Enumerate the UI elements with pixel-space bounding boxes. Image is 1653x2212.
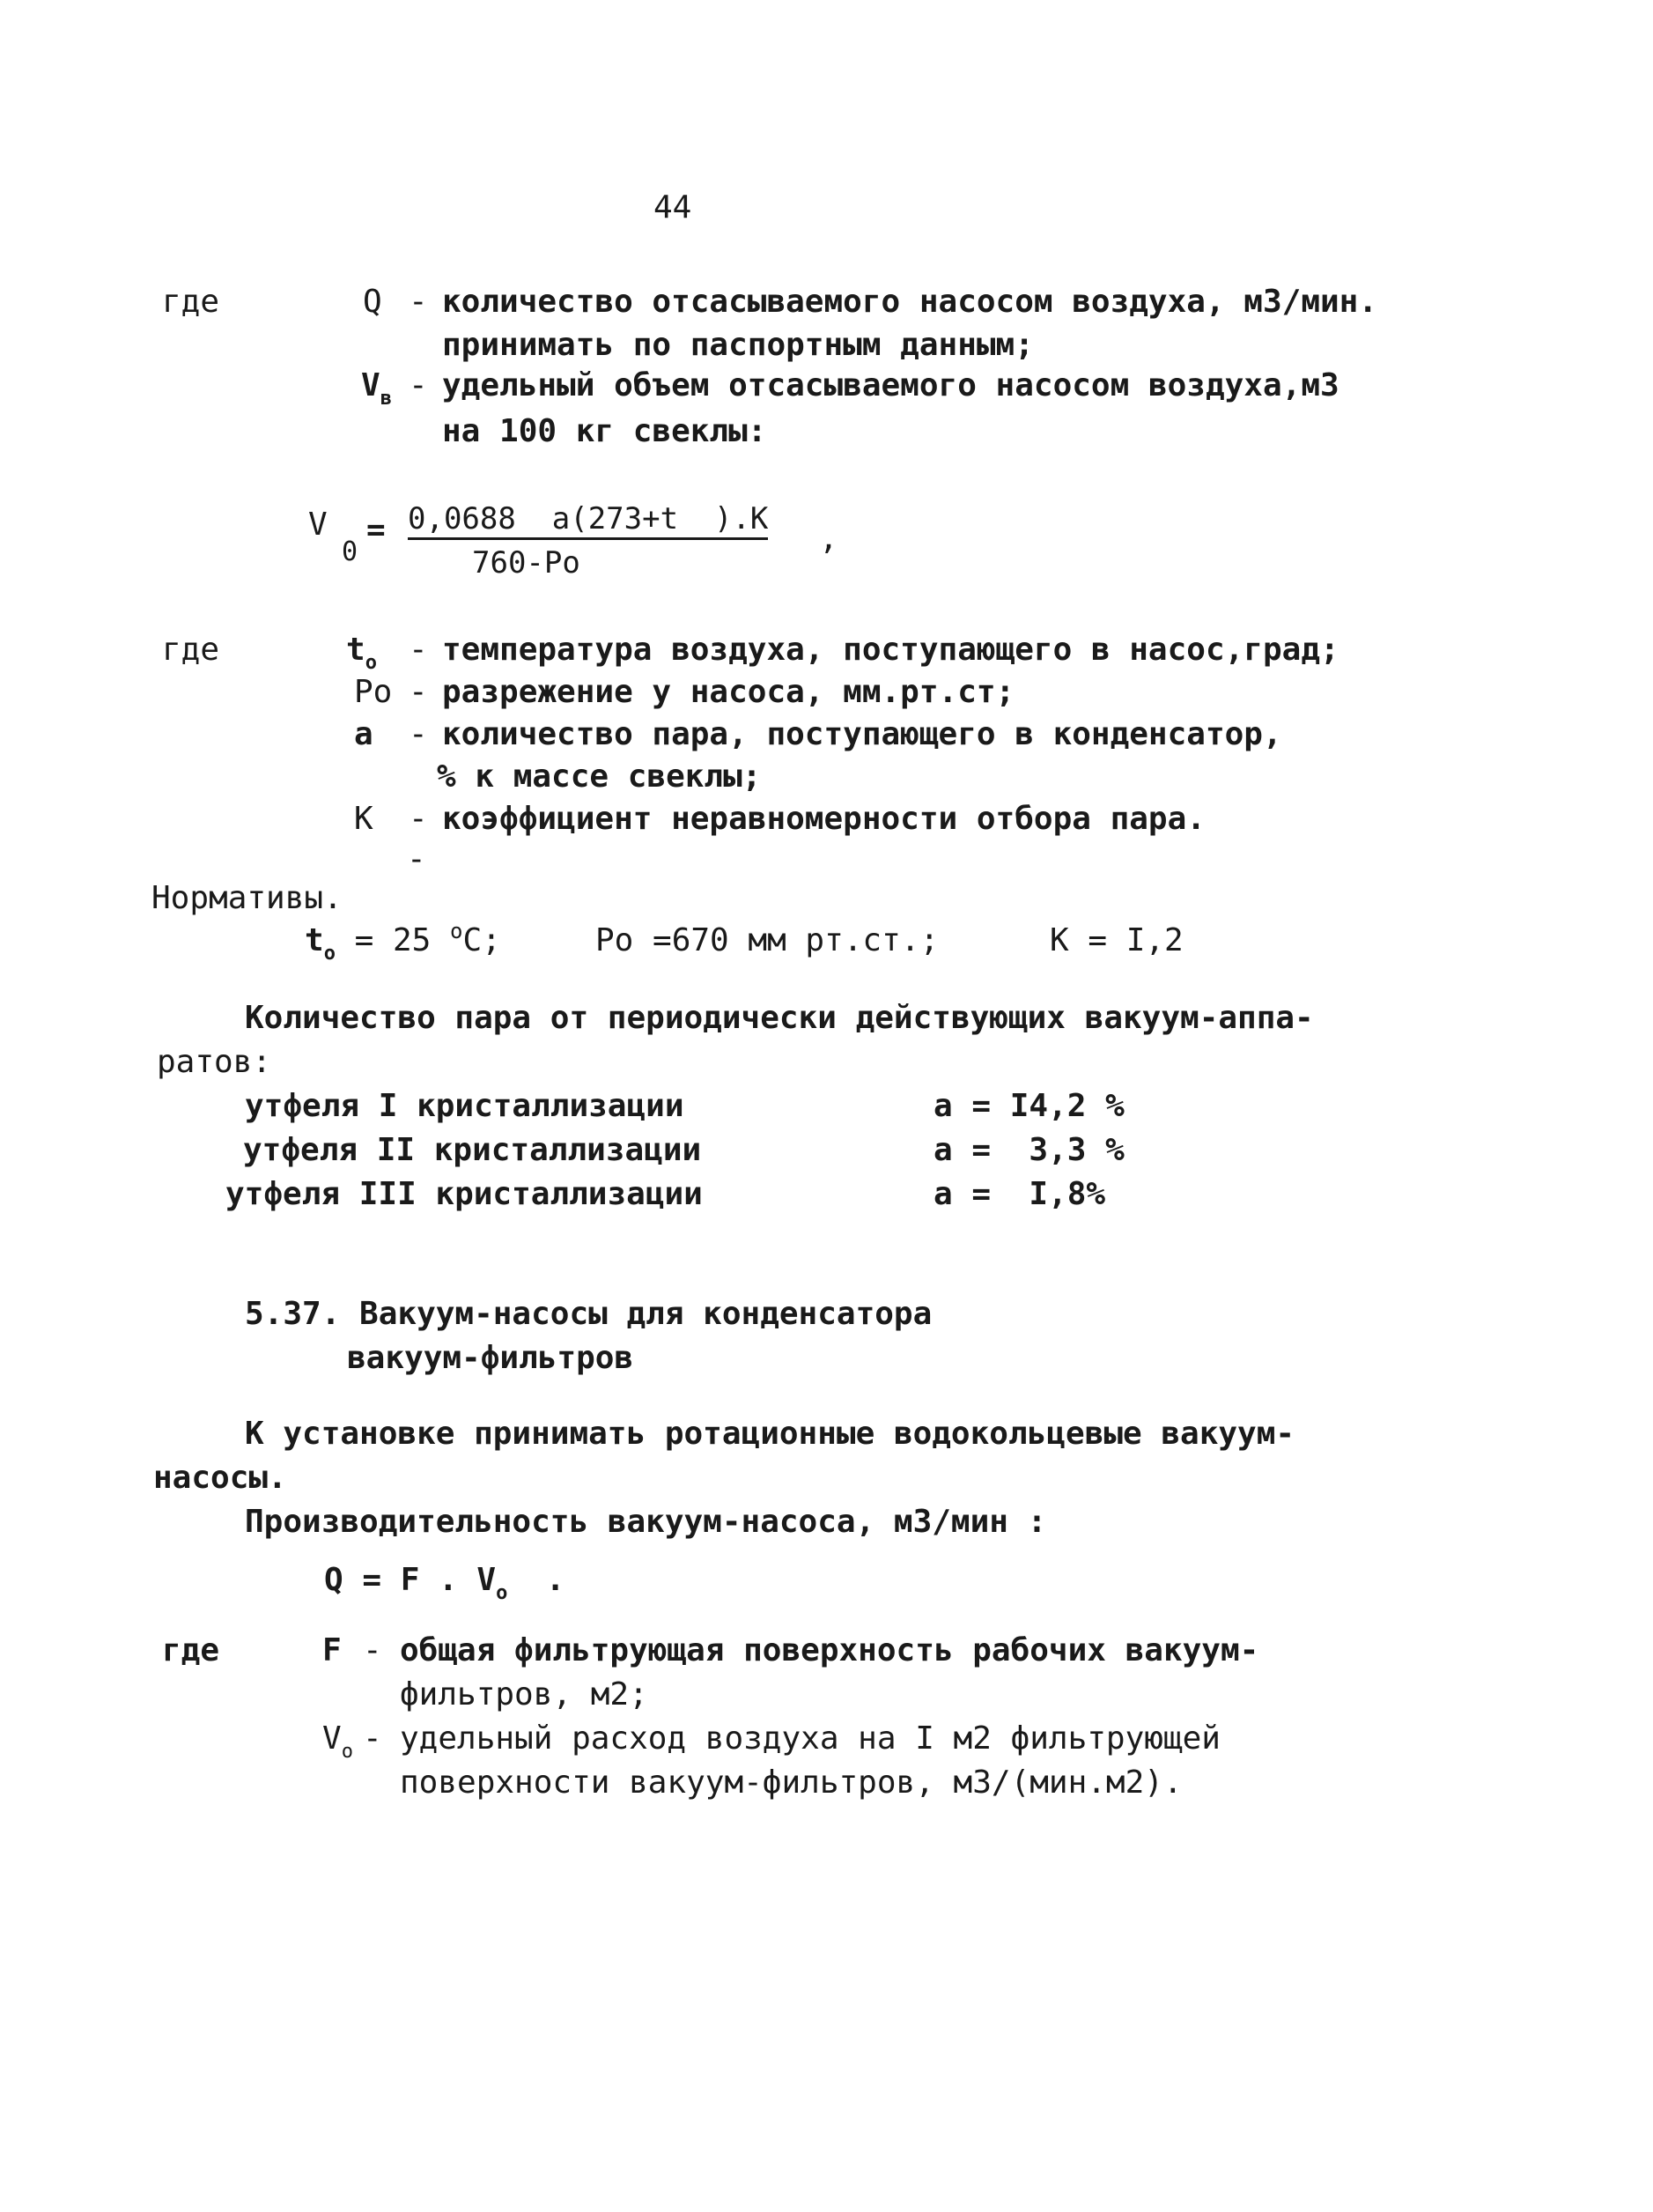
formula-lhs-subscript: 0	[342, 536, 358, 567]
steam-row-value: a = I4,2 %	[934, 1088, 1125, 1124]
where-label: где	[162, 284, 220, 320]
symbol-k: K	[354, 801, 373, 837]
norm-t0: $t_o = 25$ $^o$C;	[305, 919, 501, 965]
definition-line: общая фильтрующая поверхность рабочих вакуум-	[400, 1632, 1259, 1668]
formula-lhs: V	[308, 507, 328, 543]
steam-row-value: a = I,8%	[934, 1176, 1106, 1212]
symbol-vb: $V_в$	[361, 367, 392, 410]
formula-q: Q = F . $V_o$ .	[324, 1562, 565, 1604]
symbol-t0: $t_o$	[346, 632, 377, 674]
definition-line: температура воздуха, поступающего в насос,град;	[442, 632, 1339, 668]
definition-line: принимать по паспортным данным;	[442, 327, 1034, 363]
stray-dash: -	[407, 841, 426, 877]
dash: -	[409, 367, 428, 403]
dash: -	[409, 716, 428, 752]
page-number: 44	[653, 189, 692, 226]
definition-line: количество пара, поступающего в конденсатор,	[442, 716, 1282, 752]
norm-po: Po =670 мм рт.ст.;	[595, 922, 940, 958]
definition-line: на 100 кг свеклы:	[442, 413, 767, 449]
definition-line: удельный объем отсасываемого насосом воздуха,м3	[442, 367, 1339, 403]
formula-equals: =	[366, 512, 386, 548]
definition-line: фильтров, м2;	[400, 1676, 648, 1713]
dash: -	[409, 801, 428, 837]
formula-trail: ,	[819, 521, 838, 557]
dash: -	[409, 284, 428, 320]
where-label: где	[162, 1632, 220, 1668]
dash: -	[409, 632, 428, 668]
definition-line: количество отсасываемого насосом воздуха, м3/мин.	[442, 284, 1378, 320]
definition-line: поверхности вакуум-фильтров, м3/(мин.м2).	[400, 1764, 1183, 1801]
section-title: 5.37. Вакуум-насосы для конденсатора	[245, 1296, 933, 1332]
definition-line: коэффициент неравномерности отбора пара.	[442, 801, 1206, 837]
norm-k: K = I,2	[1050, 922, 1184, 958]
symbol-po: Po	[354, 674, 393, 710]
symbol-f: F	[322, 1632, 342, 1668]
definition-line: % к массе свеклы;	[437, 758, 762, 795]
paragraph: Производительность вакуум-насоса, м3/мин :	[245, 1504, 1047, 1540]
steam-intro: Количество пара от периодически действующих вакуум-аппа-	[245, 1000, 1314, 1036]
dash: -	[409, 674, 428, 710]
section-title: вакуум-фильтров	[347, 1340, 634, 1376]
dash: -	[363, 1632, 382, 1668]
definition-line: удельный расход воздуха на I м2 фильтрующей	[400, 1720, 1221, 1757]
steam-row-label: утфеля II кристаллизации	[243, 1132, 702, 1168]
steam-row-value: a = 3,3 %	[934, 1132, 1125, 1168]
formula-denominator: 760-Po	[472, 545, 580, 581]
dash: -	[363, 1720, 382, 1757]
formula-numerator: 0,0688 a(273+t ).K	[408, 504, 768, 540]
steam-intro: ратов:	[157, 1044, 272, 1080]
paragraph: насосы.	[153, 1460, 287, 1496]
norms-title: Нормативы.	[151, 880, 343, 916]
symbol-a: a	[354, 716, 373, 752]
steam-row-label: утфеля III кристаллизации	[225, 1176, 703, 1212]
symbol-v0: $V_o$	[322, 1720, 353, 1763]
symbol-q: Q	[363, 284, 382, 320]
where-label: где	[162, 632, 220, 668]
definition-line: разрежение у насоса, мм.рт.ст;	[442, 674, 1015, 710]
steam-row-label: утфеля I кристаллизации	[245, 1088, 684, 1124]
paragraph: К установке принимать ротационные водокольцевые вакуум-	[245, 1416, 1295, 1452]
